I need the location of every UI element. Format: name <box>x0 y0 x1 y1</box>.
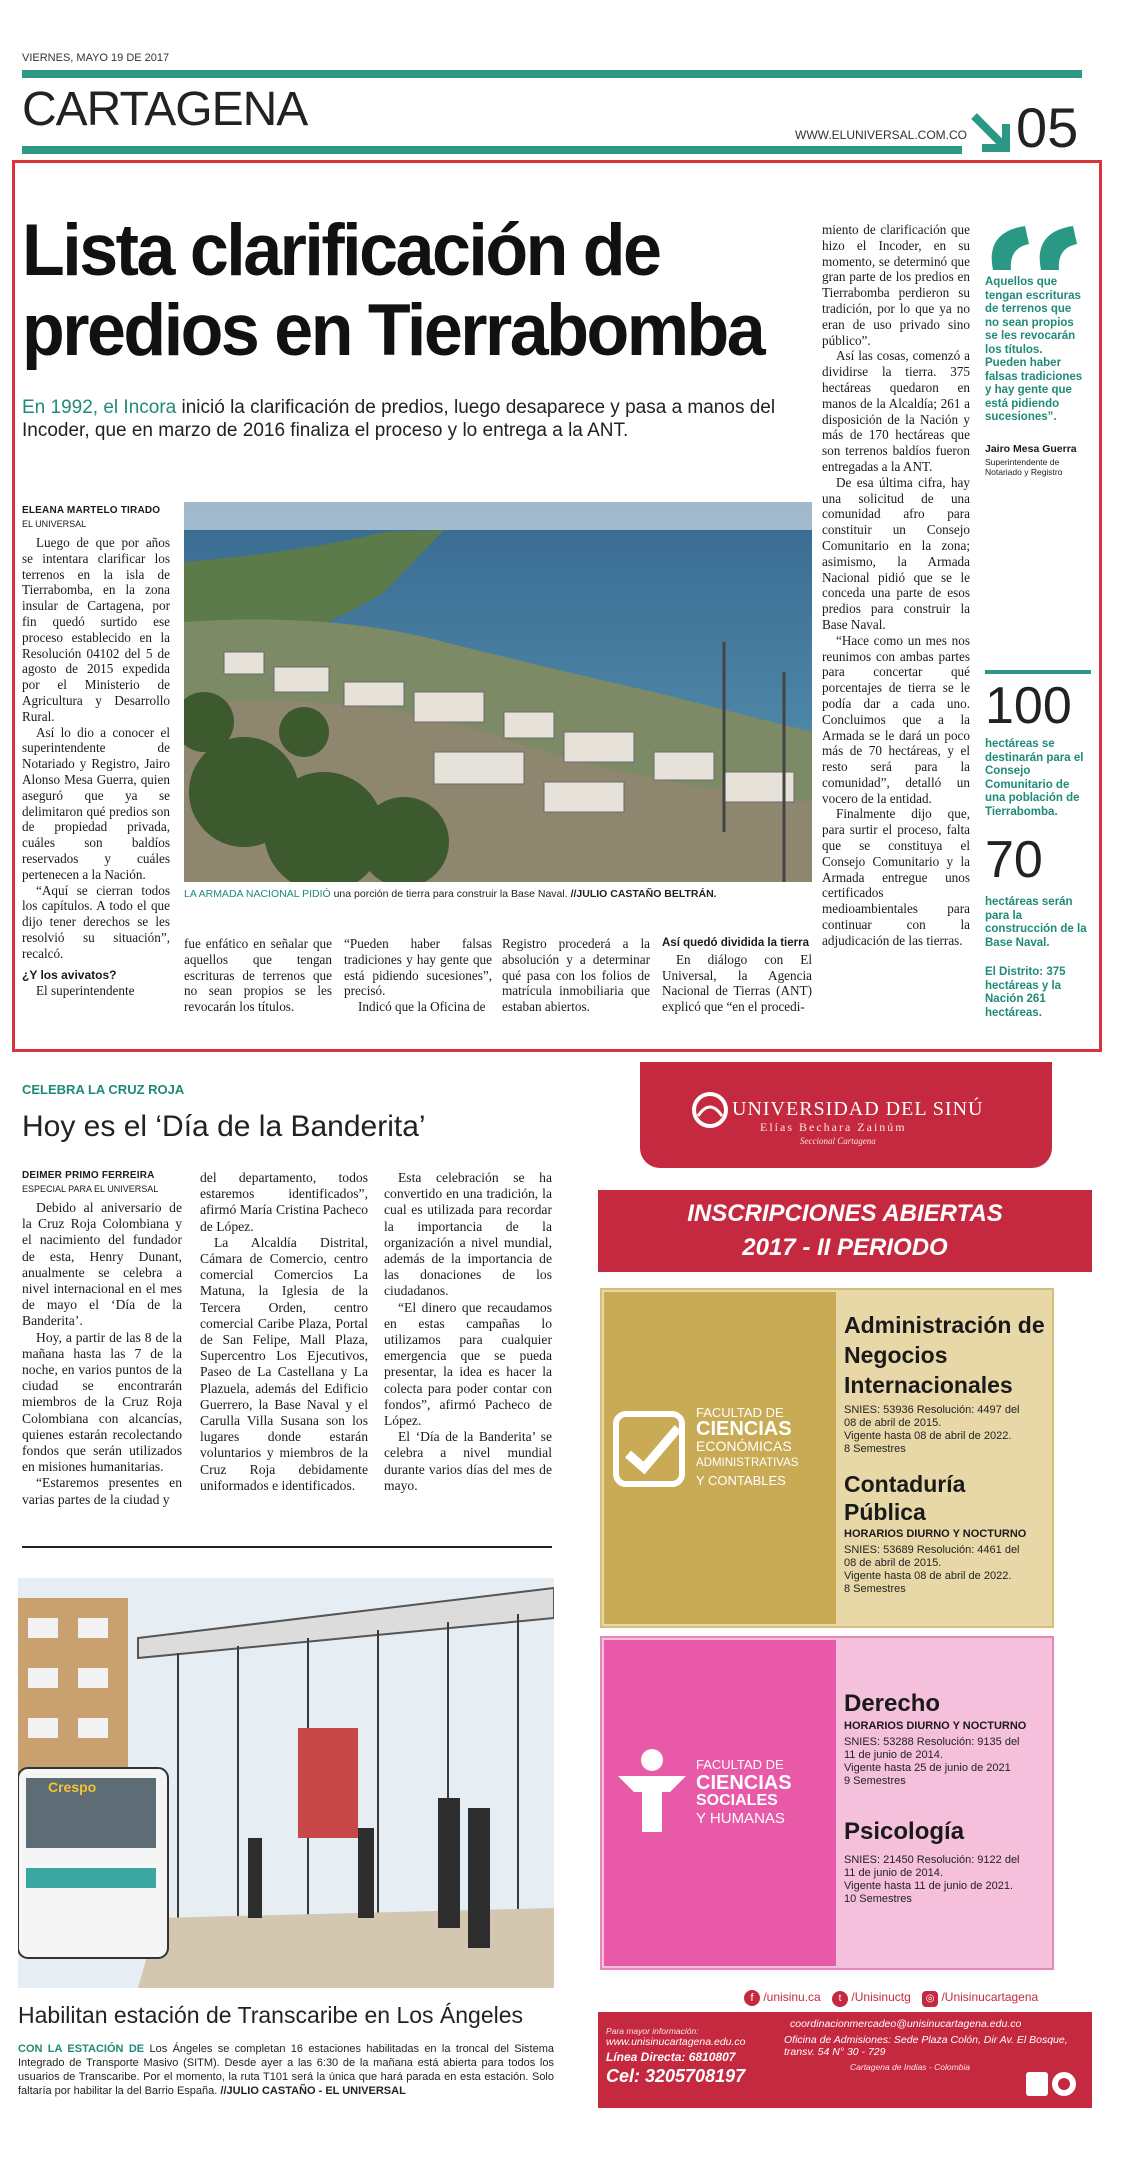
stat-text-70: hectáreas serán para la construcción de la Base Naval. <box>985 896 1087 949</box>
info-line: 8 Semestres <box>844 1583 906 1595</box>
main-col-right <box>822 222 970 949</box>
info-line: 9 Semestres <box>844 1775 906 1787</box>
person-icon <box>612 1746 692 1836</box>
twitter-handle[interactable]: /Unisinuctg <box>851 1990 911 2004</box>
paragraph: La Alcaldía Distrital, Cámara de Comercio, centro comercial Comercios La Matuna, la Iglesia de la Tercera Orden, centro comercial Caribe Plaza, Portal de San Felipe, Mall Plaza, Supercentro Los Ejecutivos, Paseo de La Castellana y La Plazuela, además del Edificio Guerrero, la Base Naval y el Carulla Villa Susana son los lugares donde estarán voluntarios y miembros de la Cruz Roja debidamente uniformados e identificados. <box>200 1234 368 1493</box>
phone-line: Línea Directa: 6810807 <box>606 2050 736 2064</box>
info-line: Vigente hasta 08 de abril de 2022. <box>844 1430 1012 1442</box>
faculty-line: SOCIALES <box>696 1792 778 1809</box>
program-4-info <box>844 1854 1049 1906</box>
tierrabomba-photo <box>184 502 812 882</box>
university-subname: Elías Bechara Zainúm <box>760 1120 907 1134</box>
info-line: SNIES: 53936 Resolución: 4497 del <box>844 1404 1020 1416</box>
banner-line-2: 2017 - II PERIODO <box>742 1234 948 1261</box>
cruz-roja-col-1 <box>22 1200 182 1508</box>
paragraph: Debido al aniversario de la Cruz Roja Colombiana y el nacimiento del fundador de esta, Henry Dunant, anualmente se celebra a nivel internacional en el mes de mayo el ‘Día de la Banderita’. <box>22 1200 182 1329</box>
faculty-line: ADMINISTRATIVAS <box>696 1457 799 1469</box>
faculty-line: FACULTAD DE <box>696 1405 784 1420</box>
info-line: 8 Semestres <box>844 1443 906 1455</box>
photo-story-headline: Habilitan estación de Transcaribe en Los Ángeles <box>18 2002 524 2028</box>
program-3-title: Derecho <box>844 1690 941 1717</box>
headline-line-1: Lista clarificación de <box>22 208 660 291</box>
faculty-line: Y HUMANAS <box>696 1810 785 1827</box>
paragraph: del departamento, todos estaremos identificados”, afirmó María Cristina Pacheco de López. <box>200 1170 368 1234</box>
paragraph: Hoy, a partir de las 8 de la mañana hasta las 7 de la noche, en varios puntos de la ciudad se encontrarán miembros de la Cruz Roja Colombiana con alcancías, quienes estarán recolectando fondos que serán utilizados en misiones humanitarias. <box>22 1329 182 1475</box>
caption-text: una porción de tierra para construir la Base Naval. <box>333 888 568 900</box>
program-3-info <box>844 1736 1049 1788</box>
masthead-top-rule <box>22 70 1082 78</box>
masthead-bottom-rule <box>22 146 962 154</box>
section-title: CARTAGENA <box>22 83 308 136</box>
photo-caption <box>184 888 812 900</box>
paragraph: Registro procederá a la absolución y a determinar qué pasa con los folios de matrícula inmobiliaria que estaban abiertos. <box>502 936 650 1015</box>
website-url: WWW.ELUNIVERSAL.COM.CO <box>795 128 968 142</box>
caption-lead: LA ARMADA NACIONAL PIDIÓ <box>184 888 331 900</box>
quote-role: Superintendente de Notariado y Registro <box>985 457 1063 477</box>
faculty-line: CIENCIAS <box>696 1772 792 1794</box>
info-line: Vigente hasta 25 de junio de 2021 <box>844 1762 1011 1774</box>
instagram-handle[interactable]: /Unisinucartagena <box>941 1990 1039 2004</box>
lead-text: inició la clarificación de predios, luego desaparece y pasa a manos del Incoder, que en marzo de 2016 finaliza el proceso y lo entrega a la ANT. <box>22 397 776 441</box>
program-1-info <box>844 1404 1049 1456</box>
web-label: Para mayor información: <box>606 2026 699 2036</box>
paragraph: De esa última cifra, hay una solicitud de una comunidad afro para constituir un Consejo Comunitario en la zona; asimismo, la Armada Nacional pidió que se le conceda una parte de esos predios para construir la Base Naval. <box>822 474 970 632</box>
paragraph: El superintendente <box>36 983 135 999</box>
program-1-title: Administración de Negocios Internacionales <box>844 1312 1045 1398</box>
main-col-4 <box>502 936 650 1015</box>
faculty-line: ECONÓMICAS <box>696 1438 792 1454</box>
section-divider <box>22 1546 552 1548</box>
chart-check-icon <box>612 1404 692 1494</box>
info-line: 11 de junio de 2014. <box>844 1749 943 1761</box>
paragraph: El ‘Día de la Banderita’ se celebra a nivel mundial durante varios días del mes de mayo. <box>384 1429 552 1493</box>
main-col-5 <box>662 936 812 1015</box>
page-number: 05 <box>1016 96 1079 159</box>
banner-line-1: INSCRIPCIONES ABIERTAS <box>687 1200 1003 1227</box>
paragraph: Luego de que por años se intentara clarificar los terrenos en la isla de Tierrabomba, en la zona insular de Cartagena, por fin quedó surtido ese proceso establecido en la Resolución 04102 del 5 de agosto de 2015 expedida por el Ministerio de Agricultura y Desarrollo Rural. <box>22 535 170 724</box>
faculty-1-name <box>696 1404 836 1489</box>
info-line: 10 Semestres <box>844 1893 912 1905</box>
program-2-hours: HORARIOS DIURNO Y NOCTURNO <box>844 1528 1027 1540</box>
paragraph: “Pueden haber falsas tradiciones y hay gente que está pidiendo sucesiones”, precisó. <box>344 936 492 999</box>
photo-credit: //JULIO CASTAÑO - EL UNIVERSAL <box>220 2085 406 2097</box>
social-row <box>744 1990 1074 2007</box>
university-seccional: Seccional Cartagena <box>800 1136 876 1146</box>
twitter-icon[interactable]: t <box>832 1991 848 2007</box>
cell-phone: Cel: 3205708197 <box>606 2066 746 2086</box>
paragraph: Esta celebración se ha convertido en una tradición, la cual es utilizada para recordar la importancia de la organización a nivel mundial, además de la importancia de las donaciones de los ciudadanos. <box>384 1170 552 1299</box>
stat-text-100: hectáreas se destinarán para el Consejo Comunitario de una población de Tierrabomba. <box>985 738 1084 818</box>
byline: DEIMER PRIMO FERREIRA <box>22 1170 155 1181</box>
program-2-info <box>844 1544 1049 1596</box>
instagram-icon[interactable]: ◎ <box>922 1991 938 2007</box>
byline: ELEANA MARTELO TIRADO <box>22 505 161 516</box>
photo-credit: //JULIO CASTAÑO BELTRÁN. <box>570 888 717 900</box>
faculty-2-name <box>696 1756 836 1828</box>
paragraph: “Aquí se cierran todos los capítulos. A todo el que dijo tener derechos se les resolvió su situación”, recalcó. <box>22 882 170 961</box>
main-headline <box>22 210 822 370</box>
quote-author: Jairo Mesa Guerra <box>985 443 1077 455</box>
info-line: Vigente hasta 11 de junio de 2021. <box>844 1880 1014 1892</box>
main-col-2 <box>184 936 332 1015</box>
photo-story-caption <box>18 2042 554 2098</box>
accreditation-icon <box>1026 2070 1078 2098</box>
byline-source: EL UNIVERSAL <box>22 519 87 529</box>
main-lead <box>22 396 812 442</box>
caption-text: Los Ángeles se completan 16 estaciones habilitadas en la troncal del Sistema Integrado de Transporte Masivo (SITM). Desde ayer a las 6:30 de la mañana está abierta para todos los usuarios de Transcaribe. Por el momento, la ruta T101 será la única que hará parada en esta estación. Solo faltaría por habilitar la del Barrio España. <box>18 2043 555 2097</box>
paragraph: En diálogo con El Universal, la Agencia Nacional de Tierras (ANT) explicó que “en el procedi- <box>662 951 812 1015</box>
faculty-line: CIENCIAS <box>696 1418 792 1440</box>
headline-line-2: predios en Tierrabomba <box>22 288 764 371</box>
stat-number-100: 100 <box>985 677 1072 735</box>
admissions-office: Oficina de Admisiones: Sede Plaza Colón, Dir Av. El Bosque, transv. 54 N° 30 - 729 <box>784 2034 1068 2058</box>
paragraph: “Hace como un mes nos reunimos con ambas partes para concertar qué porcentajes de tierra se le podía dar a cada uno. Concluimos que a la Armada se le dará un poco más de 70 hectáreas, y el resto será para la comunidad”, detalló un vocero de la entidad. <box>822 632 970 806</box>
paragraph: Así lo dio a conocer el superintendente de Notariado y Registro, Jairo Alonso Mesa Guerra, quien aseguró que ya se delimitaron qué predios son de propiedad privada, cuáles son baldíos reservados y cuáles pertenecen a la Nación. <box>22 724 170 882</box>
info-line: Vigente hasta 08 de abril de 2022. <box>844 1570 1012 1582</box>
caption-lead: CON LA ESTACIÓN DE <box>18 2043 145 2055</box>
arrow-icon <box>968 110 1014 156</box>
paragraph: “Estaremos presentes en varias partes de la ciudad y <box>22 1475 182 1507</box>
cruz-roja-col-2 <box>200 1170 368 1494</box>
ad-email[interactable]: coordinacionmercadeo@unisinucartagena.edu.co <box>790 2018 1022 2030</box>
university-name: UNIVERSIDAD DEL SINÚ <box>732 1098 984 1120</box>
subhead: ¿Y los avivatos? <box>22 967 117 982</box>
paragraph: “El dinero que recaudamos en estas campañas lo utilizamos para cualquier emergencia que se pueda presentar, la idea es hacer la colecta para poder contar con fondos”, afirmó Pacheco de López. <box>384 1299 552 1429</box>
stat-text-district: El Distrito: 375 hectáreas y la Nación 261 hectáreas. <box>985 966 1066 1019</box>
transcaribe-photo <box>18 1578 554 1988</box>
ad-website[interactable]: www.unisinucartagena.edu.co <box>606 2036 746 2048</box>
university-logo-icon <box>690 1090 730 1130</box>
subhead: Así quedó dividida la tierra <box>662 937 809 949</box>
facebook-icon[interactable]: f <box>744 1990 760 2006</box>
faculty-line: FACULTAD DE <box>696 1757 784 1772</box>
paragraph: Finalmente dijo que, para surtir el proceso, falta que se constituya el Consejo Comunitario y la Armada entregue unos certificados medioambientales para continuar con la adjudicación de las tierras. <box>822 806 970 948</box>
info-line: 11 de junio de 2014. <box>844 1867 943 1879</box>
cruz-roja-col-3 <box>384 1170 552 1494</box>
info-line: SNIES: 53288 Resolución: 9135 del <box>844 1736 1020 1748</box>
byline-source: ESPECIAL PARA EL UNIVERSAL <box>22 1184 159 1194</box>
sidebar-rule <box>985 670 1091 674</box>
info-line: SNIES: 53689 Resolución: 4461 del <box>844 1544 1020 1556</box>
article-headline: Hoy es el ‘Día de la Banderita’ <box>22 1110 426 1143</box>
info-line: 08 de abril de 2015. <box>844 1417 942 1429</box>
kicker: CELEBRA LA CRUZ ROJA <box>22 1082 185 1097</box>
info-line: SNIES: 21450 Resolución: 9122 del <box>844 1854 1020 1866</box>
ad-city: Cartagena de Indias - Colombia <box>850 2062 971 2072</box>
stat-number-70: 70 <box>985 831 1043 889</box>
quote-icon <box>985 222 1085 272</box>
facebook-handle[interactable]: /unisinu.ca <box>763 1990 821 2004</box>
paragraph: Así las cosas, comenzó a dividirse la tierra. 375 hectáreas quedaron en manos de la Alcaldía; 261 a disposición de la Nación y más de 170 hectáreas que son terrenos baldíos fueron entregadas a la ANT. <box>822 348 970 474</box>
bus-sign: Crespo <box>48 1779 97 1795</box>
paragraph: miento de clarificación que hizo el Incoder, en su momento, se determinó que gran parte de los predios en Tierrabomba perdieron su tradición, por lo que ya no eran de uso privado sino público”. <box>822 222 970 348</box>
paragraph: fue enfático en señalar que aquellos que tengan escrituras de terrenos que no sean propios se les revocarán los títulos. <box>184 936 332 1015</box>
program-4-title: Psicología <box>844 1818 965 1845</box>
program-2-title: Contaduría Pública <box>844 1471 966 1525</box>
main-col-3 <box>344 936 492 1015</box>
issue-date: VIERNES, MAYO 19 DE 2017 <box>22 52 170 64</box>
pull-quote: Aquellos que tengan escrituras de terrenos que no sean propios se les revocarán los títulos. Pueden haber falsas tradiciones y hay gente que está pidiendo sucesiones”. <box>985 276 1083 423</box>
program-3-hours: HORARIOS DIURNO Y NOCTURNO <box>844 1720 1027 1732</box>
lead-highlight: En 1992, el Incora <box>22 397 177 418</box>
paragraph: Indicó que la Oficina de <box>358 999 486 1015</box>
main-col-1 <box>22 535 170 999</box>
info-line: 08 de abril de 2015. <box>844 1557 942 1569</box>
faculty-line: Y CONTABLES <box>696 1473 786 1488</box>
